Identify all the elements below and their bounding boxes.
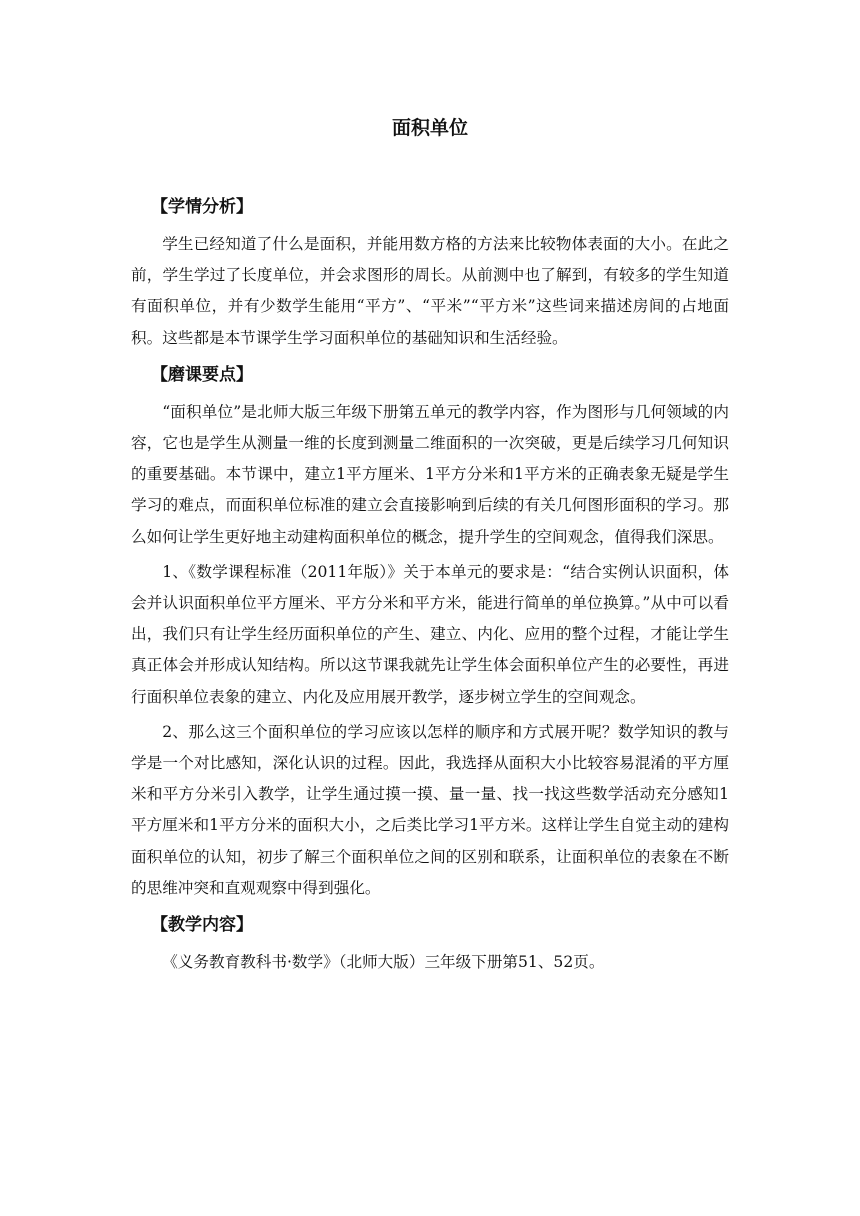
paragraph: 1、《数学课程标准（2011年版）》关于本单元的要求是：“结合实例认识面积，体会并认识面积单位平方厘米、平方分米和平方米，能进行简单的单位换算。”从中可以看出，我们只有让学生经历面积单位的产生、建立、内化、应用的整个过程，才能让学生真正体会并形成认知结构。所以这节课我就先让学生体会面积单位产生的必要性，再进行面积单位表象的建立、内化及应用展开教学，逐步树立学生的空间观念。	[131, 562, 729, 706]
section-student-analysis	[131, 190, 729, 354]
document-body	[131, 110, 729, 982]
paragraph: 《义务教育教科书·数学》（北师大版）三年级下册第51、52页。	[162, 953, 605, 972]
section-teaching-content	[131, 908, 729, 978]
paragraph: 学生已经知道了什么是面积，并能用数方格的方法来比较物体表面的大小。在此之前，学生学过了长度单位，并会求图形的周长。从前测中也了解到，有较多的学生知道有面积单位，并有少数学生能用“平方”、“平米”“平方米”这些词来描述房间的占地面积。这些都是本节课学生学习面积单位的基础知识和生活经验。	[131, 235, 729, 347]
paragraph: 2、那么这三个面积单位的学习应该以怎样的顺序和方式展开呢？数学知识的教与学是一个对比感知，深化认识的过程。因此，我选择从面积大小比较容易混淆的平方厘米和平方分米引入教学，让学生通过摸一摸、量一量、找一找这些数学活动充分感知1平方厘米和1平方分米的面积大小，之后类比学习1平方米。这样让学生自觉主动的建构面积单位的认知，初步了解三个面积单位之间的区别和联系，让面积单位的表象在不断的思维冲突和直观观察中得到强化。	[131, 722, 729, 897]
section-heading: 【教学内容】	[151, 915, 253, 936]
paragraph: “面积单位”是北师大版三年级下册第五单元的教学内容，作为图形与几何领域的内容，它也是学生从测量一维的长度到测量二维面积的一次突破，更是后续学习几何知识的重要基础。本节课中，建立1平方厘米、1平方分米和1平方米的正确表象无疑是学生学习的难点，而面积单位标准的建立会直接影响到后续的有关几何图形面积的学习。那么如何让学生更好地主动建构面积单位的概念，提升学生的空间观念，值得我们深思。	[131, 402, 729, 546]
section-heading: 【磨课要点】	[151, 364, 253, 385]
section-heading: 【学情分析】	[151, 197, 253, 217]
section-lesson-key-points	[131, 358, 729, 904]
document-title: 面积单位	[391, 117, 468, 139]
